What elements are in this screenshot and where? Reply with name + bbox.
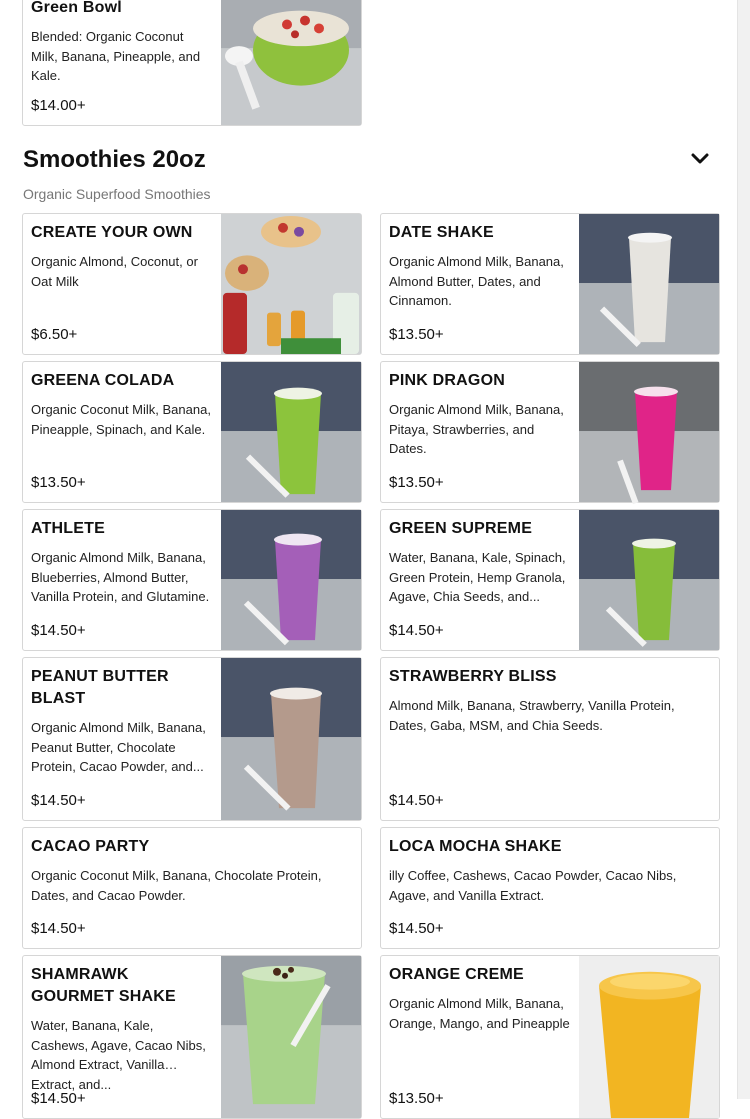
menu-item-name: Green Bowl [31, 0, 122, 16]
date-shake-photo [579, 214, 719, 354]
menu-item-description: Organic Almond, Coconut, or Oat Milk [31, 254, 198, 289]
menu-item-price: $14.50+ [31, 920, 86, 937]
section-title: Smoothies 20oz [23, 146, 206, 173]
menu-item-description: Almond Milk, Banana, Strawberry, Vanilla Protein, Dates, Gaba, MSM, and Chia Seeds. [389, 698, 675, 733]
menu-item-athlete[interactable] [22, 509, 362, 651]
menu-item-price: $14.00+ [31, 97, 86, 114]
create-your-own-photo [221, 214, 361, 354]
peanut-butter-blast-photo [221, 658, 361, 820]
menu-item-description: Organic Coconut Milk, Banana, Chocolate Protein, Dates, and Cacao Powder. [31, 868, 322, 903]
menu-item-price: $6.50+ [31, 326, 78, 343]
menu-item-price: $13.50+ [389, 1090, 444, 1107]
menu-item-name: GREENA COLADA [31, 372, 175, 389]
menu-item-peanut-butter-blast[interactable] [22, 657, 362, 821]
pink-dragon-photo [579, 362, 719, 502]
menu-item-description: Organic Almond Milk, Banana, Peanut Butter, Chocolate Protein, Cacao Powder, and... [31, 720, 206, 774]
menu-item-name: DATE SHAKE [389, 224, 494, 241]
menu-item-name: PINK DRAGON [389, 372, 505, 389]
menu-item-price: $13.50+ [389, 474, 444, 491]
menu-item-name: GREEN SUPREME [389, 520, 533, 537]
menu-item-name: CACAO PARTY [31, 838, 150, 855]
menu-item-orange-creme[interactable] [380, 955, 720, 1119]
menu-item-name: ATHLETE [31, 520, 105, 537]
menu-item-description: Water, Banana, Kale, Cashews, Agave, Cacao Nibs, Almond Extract, Vanilla Extract, and... [31, 1018, 206, 1092]
chevron-down-icon[interactable] [689, 148, 711, 170]
greena-colada-photo [221, 362, 361, 502]
menu-item-description: Blended: Organic Coconut Milk, Banana, Pineapple, and Kale. [31, 29, 201, 83]
orange-creme-photo [579, 956, 719, 1118]
menu-item-price: $14.50+ [31, 1090, 86, 1107]
menu-item-name: STRAWBERRY BLISS [389, 668, 557, 685]
menu-item-description: Organic Almond Milk, Banana, Orange, Mango, and Pineapple [389, 996, 570, 1031]
menu-item-loca-mocha-shake[interactable] [380, 827, 720, 949]
shamrawk-gourmet-shake-photo [221, 956, 361, 1118]
menu-item-text [31, 0, 212, 117]
menu-item-greena-colada[interactable] [22, 361, 362, 503]
menu-item-name: SHAMRAWK GOURMET SHAKE [31, 966, 176, 1005]
page-scrollbar[interactable] [737, 0, 750, 1099]
menu-item-price: $13.50+ [389, 326, 444, 343]
section-subtitle: Organic Superfood Smoothies [23, 186, 211, 202]
menu-item-date-shake[interactable] [380, 213, 720, 355]
athlete-photo [221, 510, 361, 650]
menu-item-description: Organic Almond Milk, Banana, Almond Butter, Dates, and Cinnamon. [389, 254, 564, 308]
menu-item-pink-dragon[interactable] [380, 361, 720, 503]
menu-item-price: $14.50+ [389, 622, 444, 639]
menu-item-price: $14.50+ [31, 622, 86, 639]
menu-item-name: ORANGE CREME [389, 966, 524, 983]
menu-item-price: $14.50+ [31, 792, 86, 809]
menu-item-description: illy Coffee, Cashews, Cacao Powder, Cacao Nibs, Agave, and Vanilla Extract. [389, 868, 677, 903]
menu-item-create-your-own[interactable] [22, 213, 362, 355]
menu-item-shamrawk-gourmet-shake[interactable] [22, 955, 362, 1119]
green-supreme-photo [579, 510, 719, 650]
menu-item-name: PEANUT BUTTER BLAST [31, 668, 169, 707]
menu-item-strawberry-bliss[interactable] [380, 657, 720, 821]
menu-item-description: Organic Almond Milk, Banana, Blueberries, Almond Butter, Vanilla Protein, and Glutamine. [31, 550, 210, 604]
menu-item-green-supreme[interactable] [380, 509, 720, 651]
menu-item-cacao-party[interactable] [22, 827, 362, 949]
menu-item-price: $13.50+ [31, 474, 86, 491]
menu-item-price: $14.50+ [389, 792, 444, 809]
menu-item-price: $14.50+ [389, 920, 444, 937]
menu-item-green-bowl[interactable] [22, 0, 362, 126]
menu-item-description: Water, Banana, Kale, Spinach, Green Protein, Hemp Granola, Agave, Chia Seeds, and... [389, 550, 566, 604]
menu-item-description: Organic Coconut Milk, Banana, Pineapple, Spinach, and Kale. [31, 402, 211, 437]
menu-item-name: LOCA MOCHA SHAKE [389, 838, 562, 855]
menu-item-name: CREATE YOUR OWN [31, 224, 193, 241]
menu-item-description: Organic Almond Milk, Banana, Pitaya, Strawberries, and Dates. [389, 402, 564, 456]
green-bowl-photo [221, 0, 361, 125]
